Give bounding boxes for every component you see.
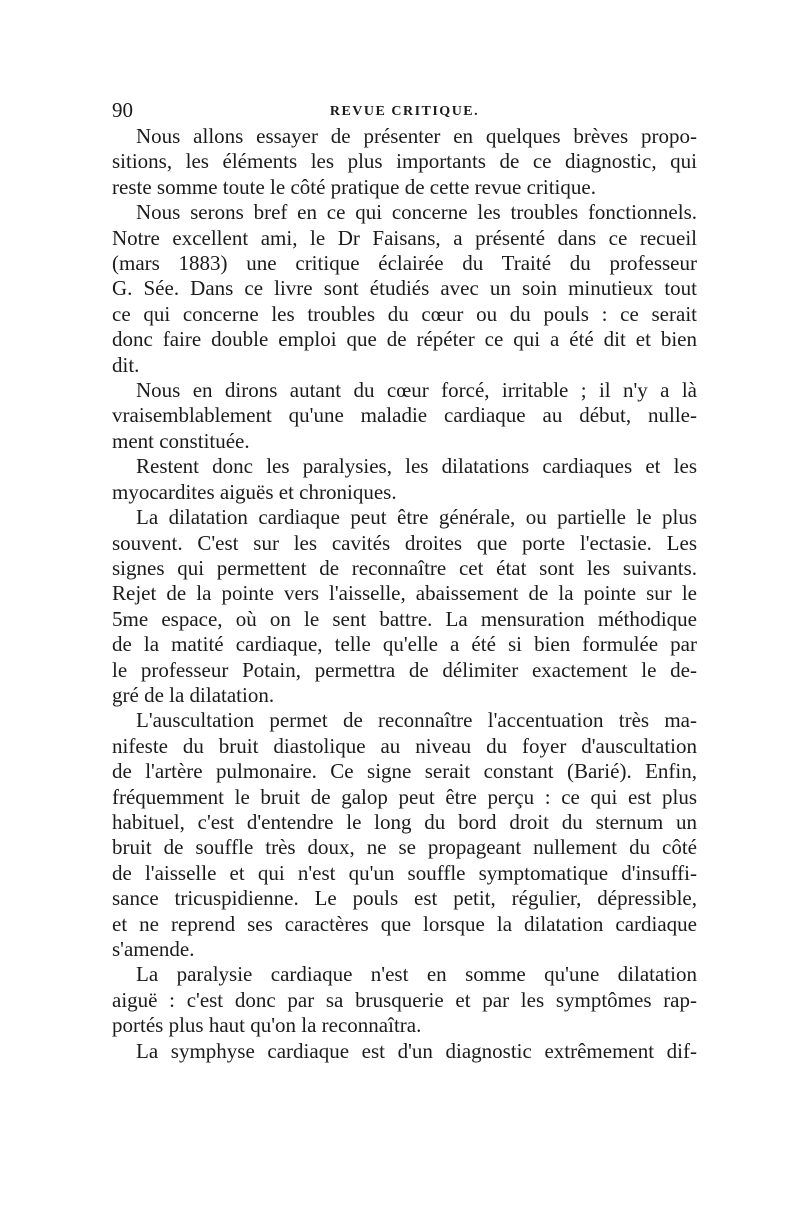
running-head — [112, 90, 697, 124]
text-line: de l'artère pulmonaire. Ce signe serait constant (Barié). Enfin, — [112, 759, 697, 784]
text-line: G. Sée. Dans ce livre sont étudiés avec un soin minutieux tout — [112, 276, 697, 301]
text-line: de la matité cardiaque, telle qu'elle a été si bien formulée par — [112, 632, 697, 657]
text-line: Nous allons essayer de présenter en quelques brèves propo- — [136, 124, 697, 148]
text-line: La paralysie cardiaque n'est en somme qu'une dilatation — [136, 962, 697, 987]
text-line: Restent donc les paralysies, les dilatations cardiaques et les — [136, 454, 697, 479]
text-line: souvent. C'est sur les cavités droites que porte l'ectasie. Les — [112, 530, 697, 555]
text-line: portés plus haut qu'on la reconnaîtra. — [112, 1013, 422, 1038]
text-line: 5me espace, où on le sent battre. La mensuration méthodique — [112, 606, 697, 631]
text-line: myocardites aiguës et chroniques. — [112, 479, 397, 504]
text-line: reste somme toute le côté pratique de cette revue critique. — [112, 174, 596, 199]
text-line: Rejet de la pointe vers l'aisselle, abaissement de la pointe sur le — [112, 581, 697, 606]
text-line: ment constituée. — [112, 428, 250, 453]
text-line: dit. — [112, 352, 140, 377]
text-line: s'amende. — [112, 937, 195, 961]
text-line: sitions, les éléments les plus importants de ce diagnostic, qui — [112, 149, 697, 174]
text-line: (mars 1883) une critique éclairée du Traité du professeur — [112, 251, 697, 276]
text-line: nifeste du bruit diastolique au niveau du foyer d'auscultation — [112, 733, 697, 758]
text-line: fréquemment le bruit de galop peut être perçu : ce qui est plus — [112, 784, 697, 809]
text-line: sance tricuspidienne. Le pouls est petit, régulier, dépressible, — [112, 886, 697, 911]
text-line: habituel, c'est d'entendre le long du bord droit du sternum un — [112, 809, 697, 834]
text-line: L'auscultation permet de reconnaître l'accentuation très ma- — [136, 708, 697, 733]
text-line: Nous serons bref en ce qui concerne les troubles fonctionnels. — [136, 200, 697, 225]
text-line: signes qui permettent de reconnaître cet état sont les suivants. — [112, 555, 697, 580]
page-number: 90 — [112, 98, 133, 122]
text-line: vraisemblablement qu'une maladie cardiaque au début, nulle- — [112, 403, 697, 428]
text-line: bruit de souffle très doux, ne se propageant nullement du côté — [112, 835, 697, 860]
text-line: La dilatation cardiaque peut être générale, ou partielle le plus — [136, 505, 697, 530]
text-line: de l'aisselle et qui n'est qu'un souffle symptomatique d'insuffi- — [112, 860, 697, 885]
text-line: le professeur Potain, permettra de délimiter exactement le de- — [112, 657, 697, 682]
body-text — [112, 124, 697, 1064]
text-line: Nous en dirons autant du cœur forcé, irritable ; il n'y a là — [136, 378, 697, 403]
text-line: Notre excellent ami, le Dr Faisans, a présenté dans ce recueil — [112, 225, 697, 250]
text-line: gré de la dilatation. — [112, 682, 275, 707]
text-line: La symphyse cardiaque est d'un diagnostic extrêmement dif- — [136, 1038, 697, 1063]
text-line: ce qui concerne les troubles du cœur ou du pouls : ce serait — [112, 301, 697, 326]
text-line: et ne reprend ses caractères que lorsque la dilatation cardiaque — [112, 911, 697, 936]
text-line: aiguë : c'est donc par sa brusquerie et par les symptômes rap- — [112, 987, 697, 1012]
running-title: REVUE CRITIQUE. — [329, 104, 480, 119]
text-line: donc faire double emploi que de répéter ce qui a été dit et bien — [112, 327, 697, 352]
book-page — [112, 90, 697, 1170]
